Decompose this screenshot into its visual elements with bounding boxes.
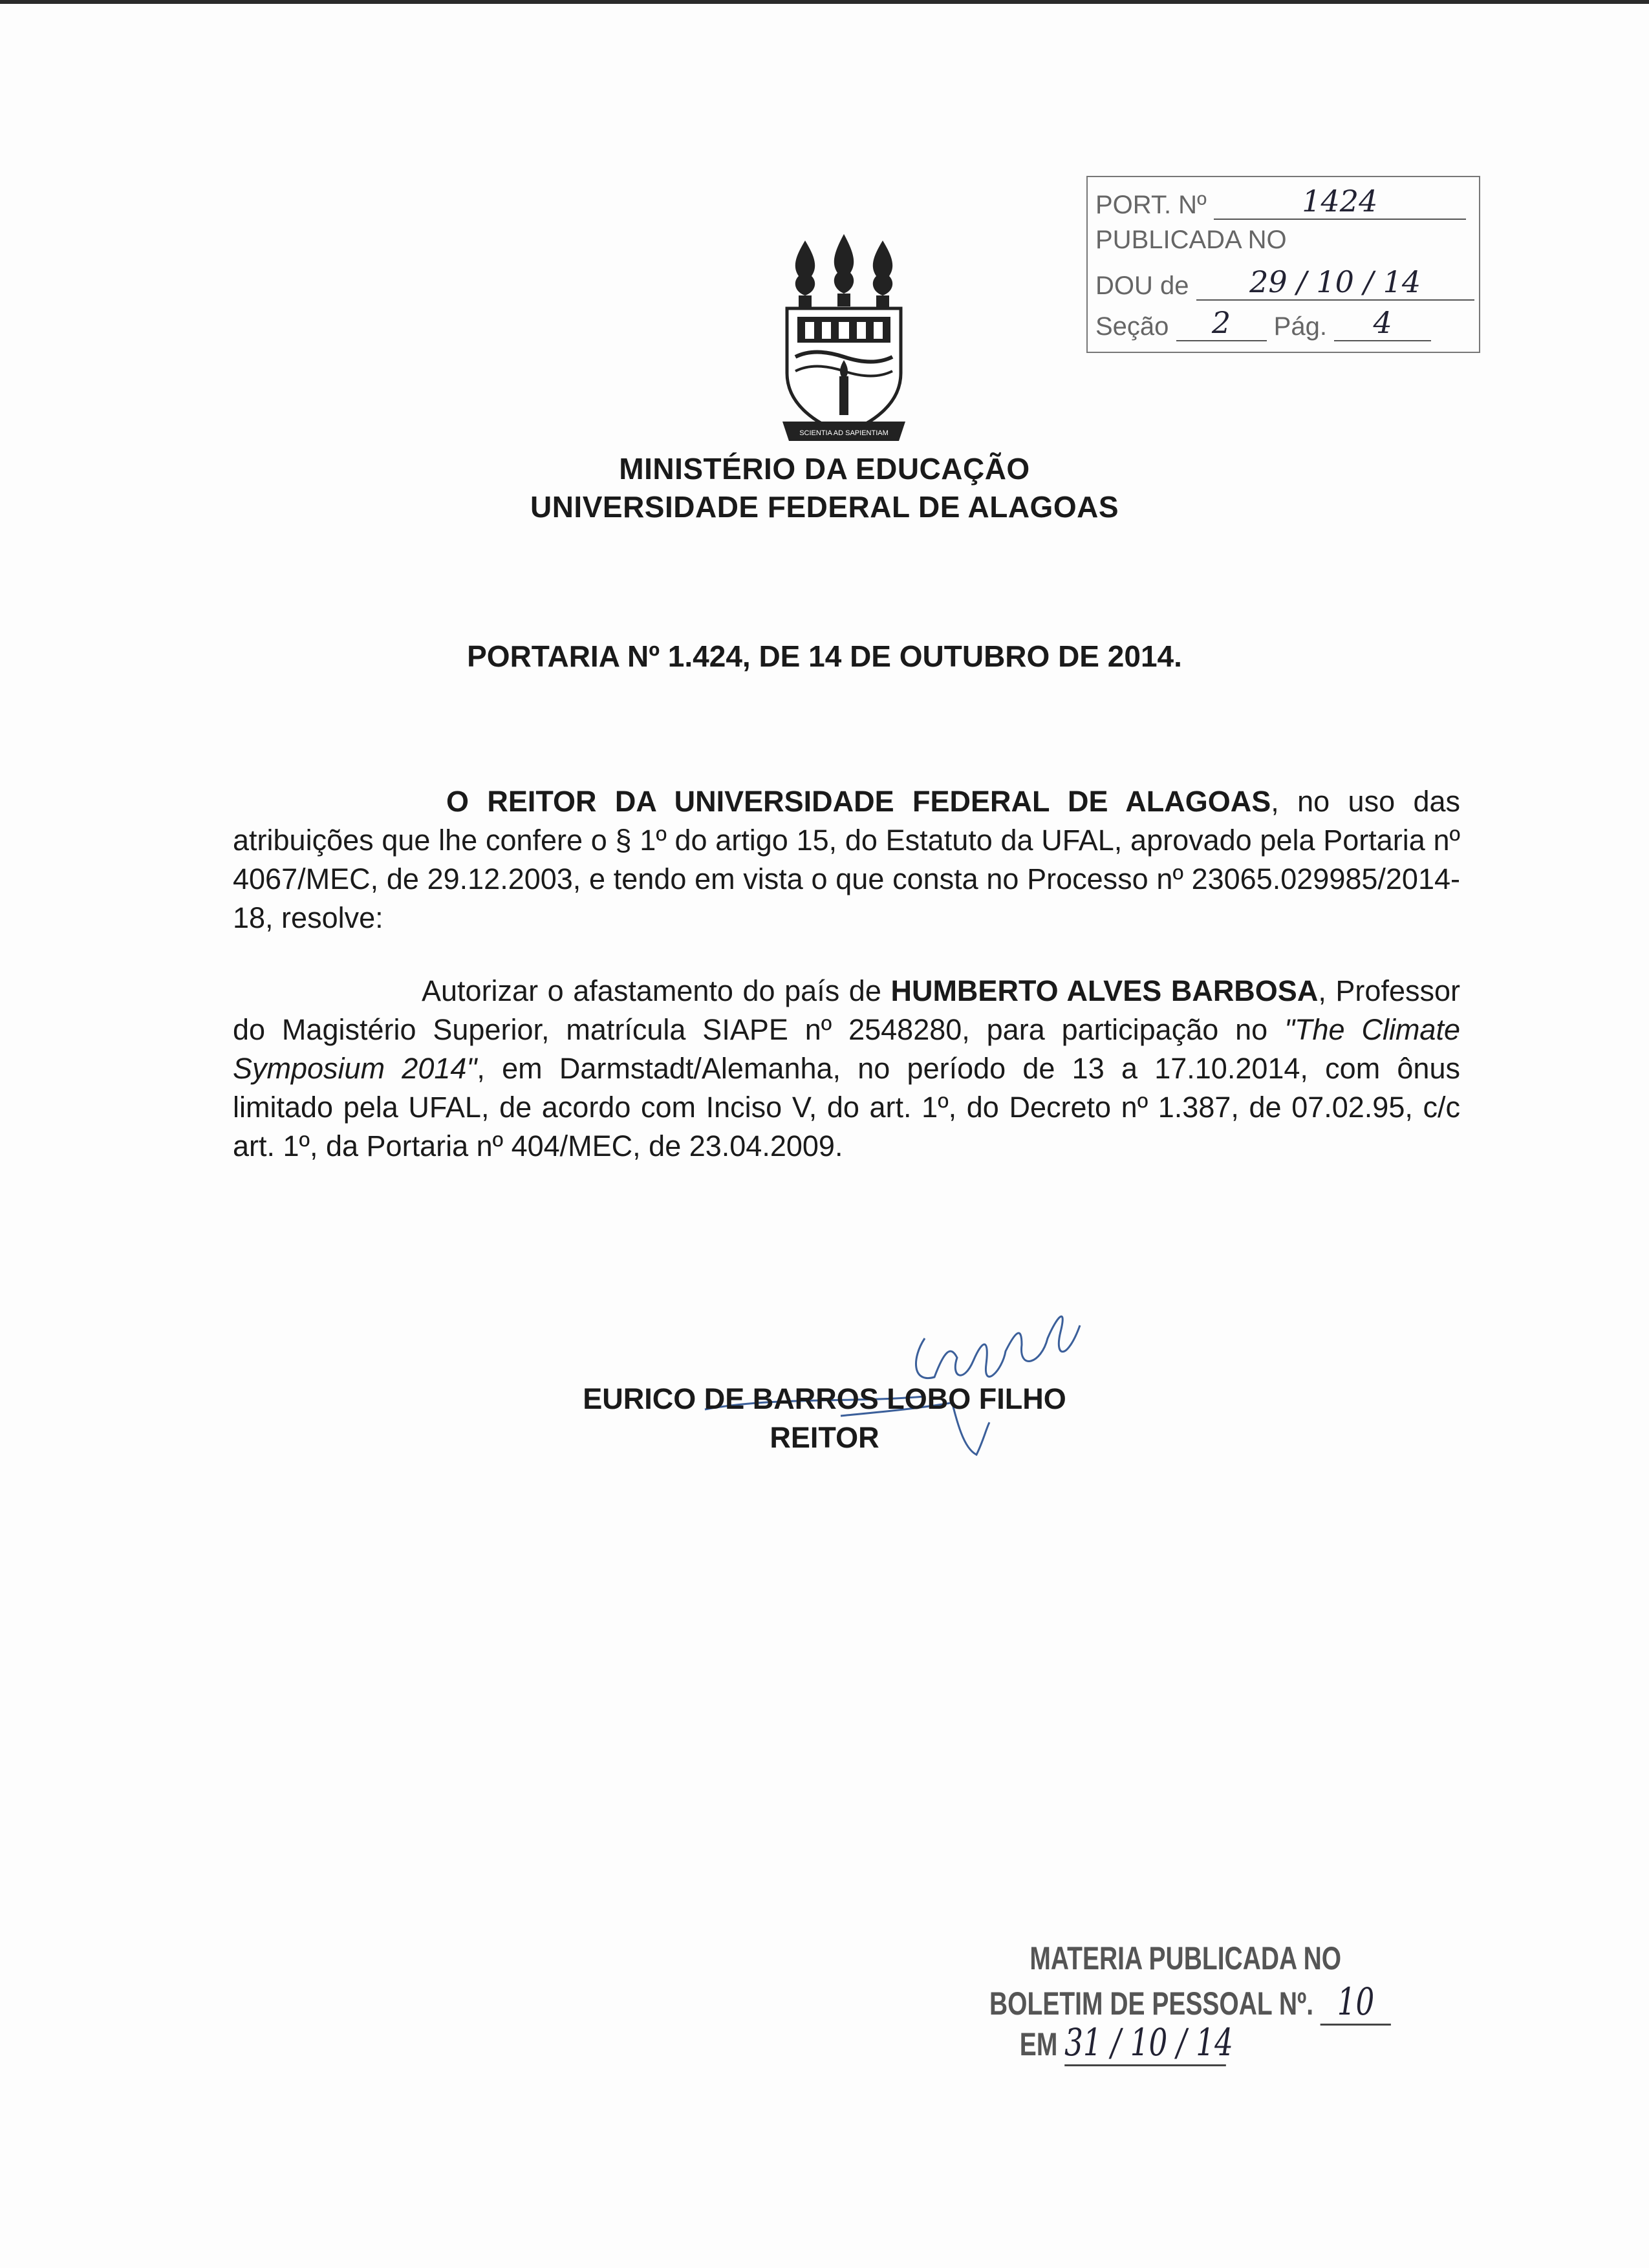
stamp-dou-value: 29 / 10 / 14: [1249, 264, 1421, 299]
resolution-text-a: , Professor do Magistério Superior, matrícula SIAPE nº 2548280, para participação no: [233, 974, 1460, 1046]
coat-of-arms-icon: [779, 228, 909, 447]
resolution-lead: Autorizar o afastamento do país de: [422, 974, 891, 1007]
paragraph-resolution: [233, 972, 1460, 1166]
stamp-dou-label: DOU de: [1095, 272, 1189, 300]
stamp-dou-row: [1095, 264, 1474, 301]
bulletin-number-value: 10: [1337, 1980, 1375, 2024]
stamp-pag-value: 4: [1373, 305, 1392, 340]
resolution-event-name: "The Climate Symposium 2014": [233, 1013, 1460, 1085]
bulletin-stamp-line3: [1019, 2020, 1233, 2066]
document-title: PORTARIA Nº 1.424, DE 14 DE OUTUBRO DE 2014.: [467, 639, 1182, 673]
bulletin-stamp-line1: MATERIA PUBLICADA NO: [1029, 1940, 1342, 1976]
bulletin-stamp-line2: [989, 1980, 1391, 2026]
bulletin-date-value: 31 / 10 / 14: [1064, 2020, 1233, 2064]
stamp-port-value: 1424: [1302, 184, 1378, 219]
signatory-name: EURICO DE BARROS LOBO FILHO: [583, 1382, 1066, 1415]
bulletin-date-label: EM: [1019, 2026, 1058, 2062]
header-university: UNIVERSIDADE FEDERAL DE ALAGOAS: [530, 490, 1119, 524]
preamble-bold-lead: O REITOR DA UNIVERSIDADE FEDERAL DE ALAGOAS: [446, 785, 1271, 818]
stamp-secao-value: 2: [1211, 305, 1231, 340]
stamp-publicada-label: PUBLICADA NO: [1095, 226, 1287, 254]
stamp-port-label: PORT. Nº: [1095, 191, 1207, 219]
signatory-role: REITOR: [770, 1421, 879, 1454]
stamp-port-row: [1095, 184, 1466, 220]
coat-of-arms-motto: SCIENTIA AD SAPIENTIAM: [799, 429, 889, 437]
publication-stamp: [1086, 176, 1480, 353]
header-ministry: MINISTÉRIO DA EDUCAÇÃO: [619, 452, 1030, 486]
bulletin-stamp: [989, 1940, 1375, 2075]
paragraph-preamble: [233, 782, 1460, 937]
stamp-secao-label: Seção: [1095, 312, 1169, 341]
scan-top-edge: [0, 0, 1649, 4]
stamp-secao-row: [1095, 305, 1431, 341]
bulletin-number-label: BOLETIM DE PESSOAL Nº.: [989, 1985, 1314, 2022]
resolution-text-b: , em Darmstadt/Alemanha, no período de 13 a 17.10.2014, com ônus limitado pela UFAL, de acordo com Inciso V, do art. 1º, do Decreto nº 1.387, de 07.02.95, c/c art. 1º, da Portaria nº 404/MEC, de 23.04.2009.: [233, 1052, 1460, 1162]
stamp-pag-label: Pág.: [1273, 312, 1327, 341]
university-coat-of-arms: [779, 228, 909, 447]
preamble-text: , no uso das atribuições que lhe confere o § 1º do artigo 15, do Estatuto da UFAL, aprovado pela Portaria nº 4067/MEC, de 29.12.2003, e tendo em vista o que consta no Processo nº 23065.029985/2014-18, resolve:: [233, 785, 1461, 934]
resolution-person-name: HUMBERTO ALVES BARBOSA: [890, 974, 1319, 1007]
